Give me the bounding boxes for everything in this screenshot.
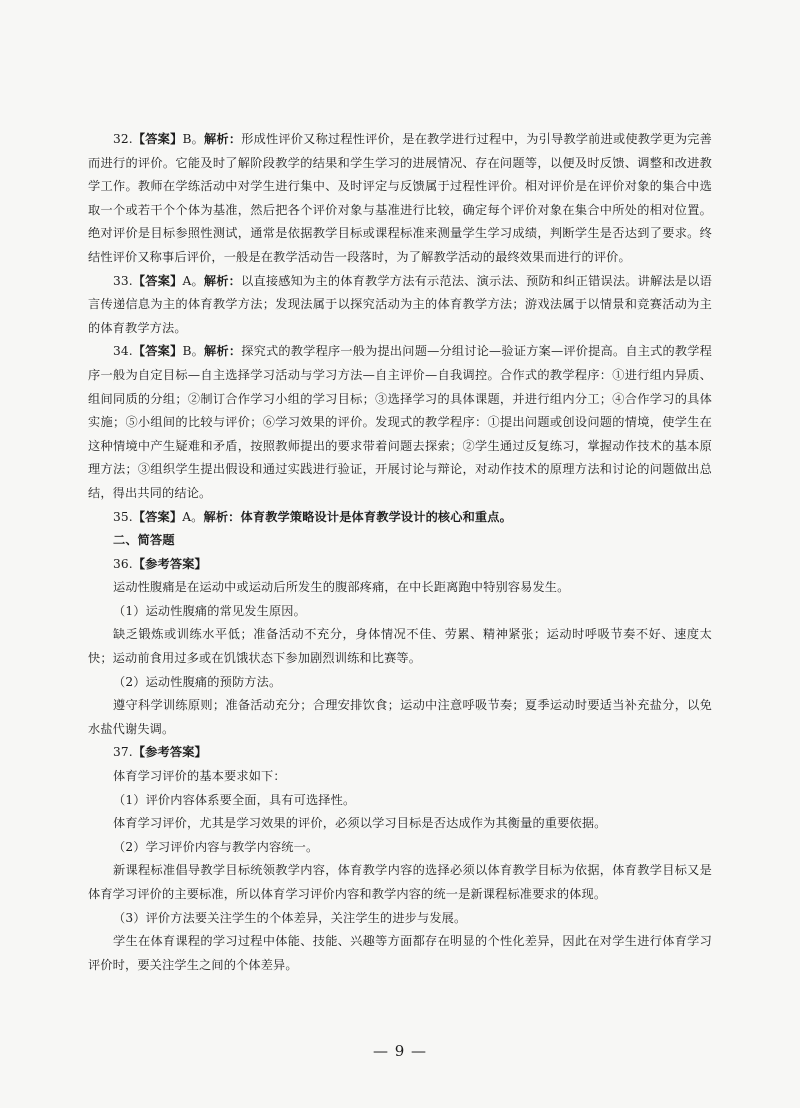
paragraph: 缺乏锻炼或训练水平低；准备活动不充分，身体情况不佳、劳累、精神紧张；运动时呼吸节奏不好、速度太快；运动前食用过多或在饥饿状态下参加剧烈训练和比赛等。: [88, 627, 712, 666]
paragraph: 体育学习评价的基本要求如下：: [113, 769, 286, 784]
answer-choice: B。: [182, 344, 205, 359]
question-number: 33.: [113, 273, 133, 288]
answer-32: [88, 128, 712, 270]
paragraph: 遵守科学训练原则；准备活动充分；合理安排饮食；运动中注意呼吸节奏；夏季运动时要适当补充盐分，以免水盐代谢失调。: [88, 698, 712, 736]
answer-35: [88, 506, 712, 530]
subheading: （3）评价方法要关注学生的个体差异，关注学生的进步与发展。: [113, 910, 467, 925]
analysis-label: 解析：: [203, 509, 241, 524]
page-number: — 9 —: [372, 1042, 428, 1060]
answer-tag: 【答案】: [132, 273, 183, 288]
answer-tag: 【答案】: [132, 344, 183, 359]
analysis-text: 探究式的教学程序一般为提出问题—分组讨论—验证方案—评价提高。自主式的教学程序一般为自定目标—自主选择学习活动与学习方法—自主评价—自我调控。合作式的教学程序：①进行组内异质、组间同质的分组；②制订合作学习小组的学习目标；③选择学习的具体课题，并进行组内分工；④合作学习的具体实施；⑤小组间的比较与评价；⑥学习效果的评价。发现式的教学程序：①提出问题或创设问题的情境，使学生在这种情境中产生疑难和矛盾，按照教师提出的要求带着问题去探索；②学生通过反复练习，掌握动作技术的基本原理方法；③组织学生提出假设和通过实践进行验证，开展讨论与辩论，对动作技术的原理方法和讨论的问题做出总结，得出共同的结论。: [88, 344, 713, 500]
question-number: 37.: [113, 745, 133, 760]
paragraph: 运动性腹痛是在运动中或运动后所发生的腹部疼痛，在中长距离跑中特别容易发生。: [113, 580, 570, 595]
question-number: 36.: [113, 556, 133, 571]
subheading: （2）运动性腹痛的预防方法。: [113, 674, 282, 689]
answer-tag: 【答案】: [132, 509, 183, 524]
paragraph: 新课程标准倡导教学目标统领教学内容，体育教学内容的选择必须以体育教学目标为依据，体育教学目标又是体育学习评价的主要标准，所以体育学习评价内容和教学内容的统一是新课程标准要求的体现。: [88, 863, 712, 901]
answer-33: [88, 270, 712, 341]
subheading: （1）评价内容体系要全面，具有可选择性。: [113, 792, 356, 807]
paragraph: 学生在体育课程的学习过程中体能、技能、兴趣等方面都存在明显的个性化差异，因此在对学生进行体育学习评价时，要关注学生之间的个体差异。: [88, 934, 712, 972]
paragraph: 体育学习评价，尤其是学习效果的评价，必须以学习目标是否达成作为其衡量的重要依据。: [113, 816, 607, 831]
reference-answer-tag: 【参考答案】: [132, 745, 207, 760]
question-number: 34.: [113, 344, 133, 359]
answer-content: [88, 128, 712, 977]
answer-tag: 【答案】: [132, 132, 183, 146]
reference-answer-tag: 【参考答案】: [132, 556, 207, 571]
subheading: （1）运动性腹痛的常见发生原因。: [113, 603, 306, 618]
question-37-header: [88, 741, 712, 765]
analysis-text: 以直接感知为主的体育教学方法有示范法、演示法、预防和纠正错误法。讲解法是以语言传递信息为主的体育教学方法；发现法属于以探究活动为主的体育教学方法；游戏法属于以情景和竞赛活动为主的体育教学方法。: [88, 273, 712, 335]
analysis-label: 解析：: [203, 273, 242, 288]
section-heading: 二、简答题: [113, 533, 175, 548]
answer-choice: A。: [182, 273, 204, 288]
answer-choice: B。: [182, 132, 205, 146]
subheading: （2）学习评价内容与教学内容统一。: [113, 839, 319, 854]
answer-34: [88, 340, 712, 505]
analysis-label: 解析：: [204, 132, 242, 146]
analysis-label: 解析：: [204, 344, 242, 359]
question-number: 35.: [113, 509, 133, 524]
question-number: 32.: [113, 132, 133, 146]
answer-choice: A。: [182, 509, 204, 524]
analysis-text: 形成性评价又称过程性评价，是在教学进行过程中，为引导教学前进或使教学更为完善而进行的评价。它能及时了解阶段教学的结果和学生学习的进展情况、存在问题等，以便及时反馈、调整和改进教学工作。教师在学练活动中对学生进行集中、及时评定与反馈属于过程性评价。相对评价是在评价对象的集合中选取一个或若干个个体为基准，然后把各个评价对象与基准进行比较，确定每个评价对象在集合中所处的相对位置。绝对评价是目标参照性测试，通常是依据教学目标或课程标准来测量学生学习成绩，判断学生是否达到了要求。终结性评价又称事后评价，一般是在教学活动告一段落时，为了解教学活动的最终效果而进行的评价。: [88, 132, 713, 264]
question-36-header: [88, 553, 712, 577]
analysis-text: 体育教学策略设计是体育教学设计的核心和重点。: [240, 509, 512, 524]
